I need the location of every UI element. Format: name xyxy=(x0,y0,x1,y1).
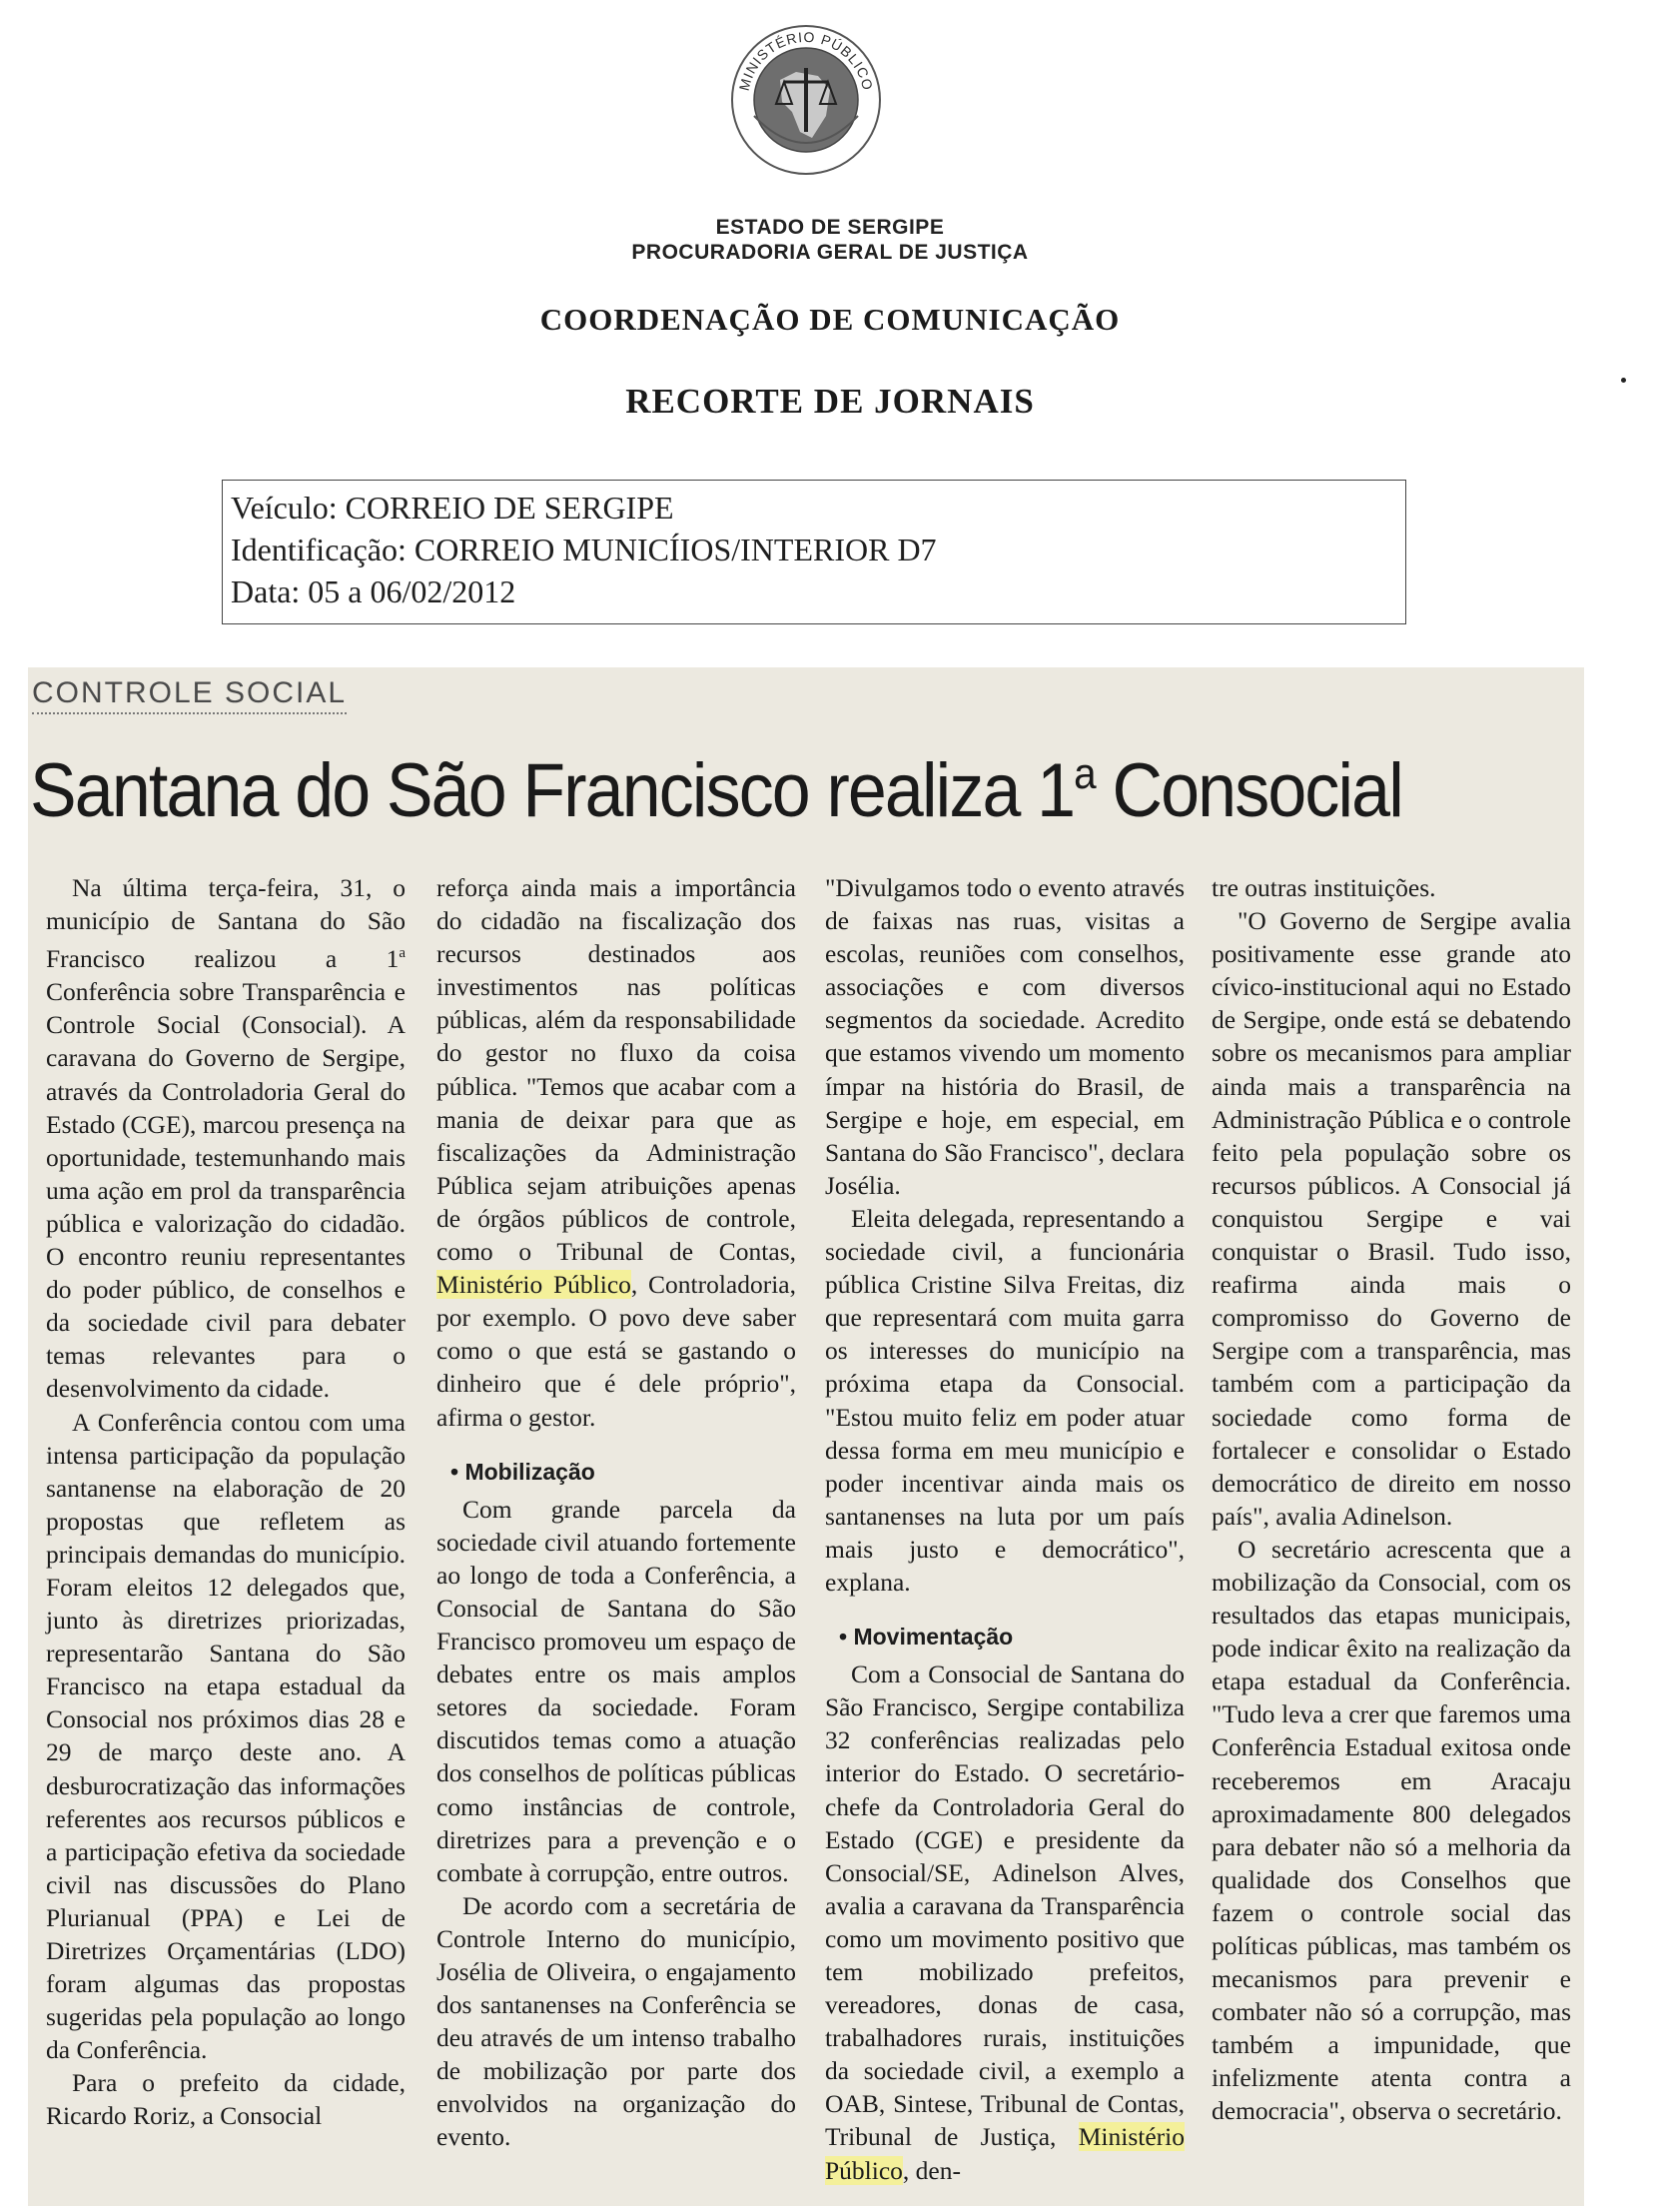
ministerio-publico-seal xyxy=(726,20,886,180)
paragraph: Na última terça-feira, 31, o município de Santana do São Francisco realizou a 1$^a$ Conferência sobre Transparência e Controle Social (Consocial). A caravana do Governo de Sergipe, através da Controladoria Geral do Estado (CGE), marcou presença na oportunidade, testemunhando mais uma ação em prol da transparência pública e valorização do cidadão. O encontro reuniu representantes do poder público, de conselhos e da sociedade civil para debater temas relevantes para o desenvolvimento da cidade. xyxy=(46,873,406,1404)
paragraph: Com a Consocial de Santana do São Francisco, Sergipe contabiliza 32 conferências realizadas pelo interior do Estado. O secretário-chefe da Controladoria Geral do Estado (CGE) e presidente da Consocial/SE, Adinelson Alves, avalia a caravana da Transparência como um movimento positivo que tem mobilizado prefeitos, vereadores, donas de casa, trabalhadores rurais, instituições da sociedade civil, a exemplo a OAB, Sintese, Tribunal de Contas, Tribunal de Justiça, Ministério Público, den- xyxy=(825,1659,1185,2185)
identification-line: Identificação: CORREIO MUNICÍIOS/INTERIOR D7 xyxy=(231,532,937,567)
article-column-3 xyxy=(825,871,1185,2187)
paragraph: Eleita delegada, representando a sociedade civil, a funcionária pública Cristine Silva Freitas, diz que representará com muita garra os interesses do município na próxima etapa da Consocial. "Estou muito feliz em poder atuar dessa forma em meu município e poder incentivar ainda mais os santanenses na luta por um país mais justo e democrático", explana. xyxy=(825,1203,1185,1597)
paragraph: O secretário acrescenta que a mobilização da Consocial, com os resultados das etapas municipais, pode indicar êxito na realização da etapa estadual da Conferência. "Tudo leva a crer que faremos uma Conferência Estadual exitosa onde receberemos em Aracaju aproximadamente 800 delegados para debater não só a melhoria da qualidade dos Conselhos que fazem o controle social das políticas públicas, mas também os mecanismos para prevenir e combater não só a corrupção, mas também a impunidade, que infelizmente atenta contra a democracia", observa o secretário. xyxy=(1212,1534,1571,2126)
paragraph: De acordo com a secretária de Controle Interno do município, Josélia de Oliveira, o engajamento dos santanenses na Conferência se deu através de um intenso trabalho de mobilização por parte dos envolvidos na organização do evento. xyxy=(436,1890,796,2152)
paragraph: "O Governo de Sergipe avalia positivamente esse grande ato cívico-institucional aqui no Estado de Sergipe, onde está se debatendo sobre os mecanismos para ampliar ainda mais a transparência na Administração Pública e o controle feito pela população sobre os recursos públicos. A Consocial já conquistou Sergipe e vai conquistar o Brasil. Tudo isso, reafirma ainda mais o compromisso do Governo de Sergipe com a transparência, mas também com a participação da sociedade como forma de fortalecer e consolidar o Estado democrático de direito em nosso país", avalia Adinelson. xyxy=(1212,906,1571,1531)
headline-text: Santana do São Francisco realiza 1 xyxy=(30,748,1075,833)
paragraph: A Conferência contou com uma intensa participação da população santanense na elaboração de 20 propostas que refletem as principais demandas do município. Foram eleitos 12 delegados que, junto às diretrizes priorizadas, representarão Santana do São Francisco na etapa estadual da Consocial nos próximos dias 28 e 29 de março deste ano. A desburocratização das informações referentes aos recursos públicos e a participação efetiva da sociedade civil nas discussões do Plano Plurianual (PPA) e Lei de Diretrizes Orçamentárias (LDO) foram algumas das propostas sugeridas pela população ao longo da Conferência. xyxy=(46,1407,406,2065)
paragraph: "Divulgamos todo o evento através de faixas nas ruas, visitas a escolas, reuniões com conselhos, associações e com diversos segmentos da sociedade. Acredito que estamos vivendo um momento ímpar na história do Brasil, de Sergipe e hoje, em especial, em Santana do São Francisco", declara Josélia. xyxy=(825,873,1185,1200)
state-name: ESTADO DE SERGIPE xyxy=(715,216,945,239)
paragraph: tre outras instituições. xyxy=(1212,873,1436,902)
department-title: COORDENAÇÃO DE COMUNICAÇÃO xyxy=(539,302,1121,337)
article-kicker: CONTROLE SOCIAL xyxy=(32,676,347,714)
paragraph: Para o prefeito da cidade, Ricardo Roriz, a Consocial xyxy=(46,2068,406,2131)
seal-text: MINISTÉRIO PÚBLICO xyxy=(735,28,877,93)
clipping-info-box xyxy=(222,480,1406,624)
headline-superscript: a xyxy=(1074,749,1095,798)
subheading-mobilizacao: • Mobilização xyxy=(450,1458,595,1485)
headline-end: Consocial xyxy=(1094,748,1402,833)
office-name: PROCURADORIA GERAL DE JUSTIÇA xyxy=(631,241,1029,264)
vehicle-line: Veículo: CORREIO DE SERGIPE xyxy=(231,490,674,526)
stray-mark xyxy=(1621,378,1626,383)
article-column-2 xyxy=(436,871,796,2154)
subheading-movimentacao: • Movimentação xyxy=(839,1624,1014,1651)
paragraph: Com grande parcela da sociedade civil atuando fortemente ao longo de toda a Conferência, a Consocial de Santana do São Francisco promoveu um espaço de debates entre os mais amplos setores da sociedade. Foram discutidos temas como a atuação dos conselhos de políticas públicas como instâncias de controle, diretrizes para a prevenção e o combate à corrupção, entre outros. xyxy=(436,1494,796,1887)
article-column-4 xyxy=(1212,871,1571,2128)
section-title: RECORTE DE JORNAIS xyxy=(625,382,1035,421)
paragraph: reforça ainda mais a importância do cidadão na fiscalização dos recursos destinados aos investimentos nas políticas públicas, além da responsabilidade do gestor no fluxo da coisa pública. "Temos que acabar com a mania de deixar para que as fiscalizações da Administração Pública sejam atribuições apenas de órgãos públicos de controle, como o Tribunal de Contas, Ministério Público, Controladoria, por exemplo. O povo deve saber como o que está se gastando o dinheiro que é dele próprio", afirma o gestor. xyxy=(436,873,796,1432)
highlighted-text: Ministério Público xyxy=(436,1270,631,1300)
article-headline xyxy=(30,747,1426,834)
highlighted-text: Ministério Público xyxy=(825,2122,1185,2185)
date-line: Data: 05 a 06/02/2012 xyxy=(231,573,516,609)
article-column-1 xyxy=(46,871,406,2133)
